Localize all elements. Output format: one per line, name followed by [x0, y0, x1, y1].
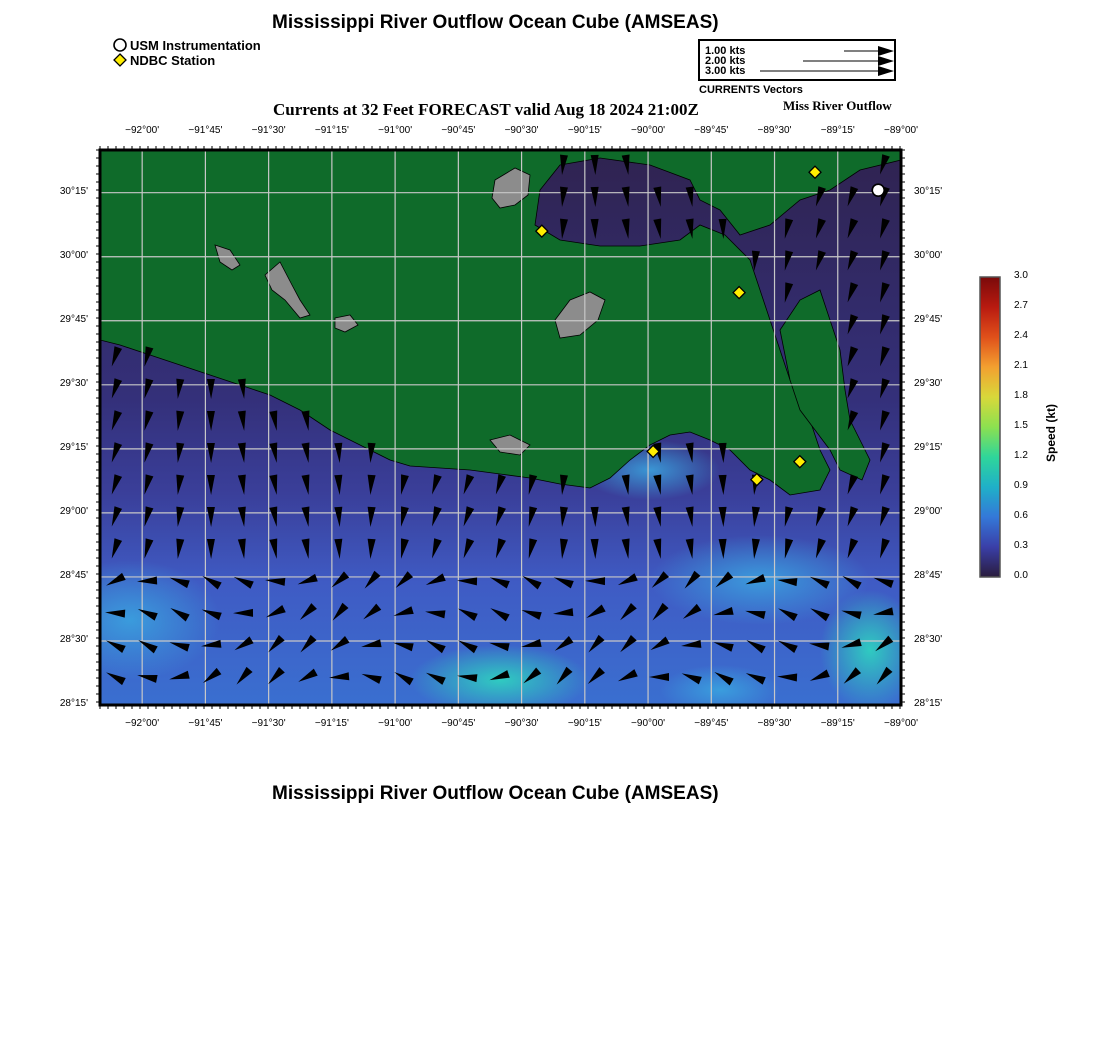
colorbar-tick-label: 0.3 — [1014, 540, 1028, 551]
lat-tick-label: 29°15' — [914, 441, 943, 453]
forecast-subtitle: Currents at 32 Feet FORECAST valid Aug 18 2024 21:00Z — [273, 100, 699, 119]
lon-tick-label: −91°30' — [251, 125, 286, 136]
lon-tick-label: −89°30' — [757, 125, 792, 136]
lat-tick-label: 29°30' — [59, 377, 88, 389]
lon-tick-label: −90°30' — [504, 718, 539, 729]
lon-tick-label: −89°00' — [884, 125, 918, 136]
lon-tick-label: −89°15' — [820, 125, 855, 136]
colorbar-tick-label: 1.2 — [1014, 450, 1028, 461]
lat-tick-label: 29°15' — [59, 441, 88, 453]
vector-scale-3: 3.00 kts — [705, 65, 746, 77]
region-label: Miss River Outflow — [783, 98, 892, 113]
lon-tick-label: −89°00' — [884, 718, 918, 729]
lat-tick-label: 30°15' — [914, 185, 943, 197]
colorbar-tick-label: 3.0 — [1014, 270, 1028, 281]
page-title-top: Mississippi River Outflow Ocean Cube (AMSEAS) — [272, 12, 719, 33]
lat-tick-label: 29°00' — [914, 505, 943, 517]
lon-tick-label: −91°45' — [188, 125, 223, 136]
lon-tick-label: −91°15' — [314, 125, 349, 136]
lat-tick-label: 30°00' — [914, 249, 943, 261]
lat-tick-label: 28°30' — [59, 633, 88, 645]
lon-tick-label: −90°15' — [567, 718, 602, 729]
legend-ndbc-label: NDBC Station — [130, 53, 216, 68]
colorbar-tick-label: 0.6 — [1014, 510, 1028, 521]
lat-tick-label: 28°45' — [914, 569, 943, 581]
lon-tick-label: −91°00' — [378, 125, 413, 136]
lon-tick-label: −90°30' — [504, 125, 539, 136]
colorbar-tick-label: 1.5 — [1014, 420, 1028, 431]
lon-tick-label: −89°45' — [694, 125, 729, 136]
lon-tick-label: −92°00' — [125, 125, 160, 136]
lon-tick-label: −91°30' — [251, 718, 286, 729]
lon-tick-label: −89°15' — [820, 718, 855, 729]
lon-tick-label: −90°15' — [567, 125, 602, 136]
lon-tick-label: −89°30' — [757, 718, 792, 729]
colorbar-tick-label: 0.0 — [1014, 570, 1028, 581]
vector-scale-2: 2.00 kts — [705, 55, 746, 67]
lat-tick-label: 29°45' — [914, 313, 943, 325]
speed-colorbar — [978, 276, 1002, 578]
lon-tick-label: −90°45' — [441, 125, 476, 136]
lat-tick-label: 28°15' — [914, 698, 943, 709]
lat-tick-label: 28°15' — [59, 698, 88, 709]
colorbar-tick-label: 2.7 — [1014, 300, 1028, 311]
lon-tick-label: −91°15' — [314, 718, 349, 729]
lon-tick-label: −89°45' — [694, 718, 729, 729]
vector-scale-title: CURRENTS Vectors — [699, 84, 803, 96]
lat-tick-label: 29°30' — [914, 377, 943, 389]
lon-tick-label: −92°00' — [125, 718, 160, 729]
colorbar-tick-label: 2.1 — [1014, 360, 1028, 371]
lat-tick-label: 30°00' — [59, 249, 88, 261]
lon-tick-label: −90°00' — [631, 125, 666, 136]
lat-tick-label: 29°45' — [59, 313, 88, 325]
usm-station-marker[interactable] — [872, 184, 884, 196]
colorbar-tick-label: 2.4 — [1014, 330, 1028, 341]
lat-tick-label: 29°00' — [59, 505, 88, 517]
colorbar-tick-label: 1.8 — [1014, 390, 1028, 401]
lat-tick-label: 30°15' — [59, 185, 88, 197]
lon-tick-label: −91°45' — [188, 718, 223, 729]
page-title-bottom: Mississippi River Outflow Ocean Cube (AMSEAS) — [272, 783, 719, 804]
lon-tick-label: −90°45' — [441, 718, 476, 729]
legend-usm-label: USM Instrumentation — [130, 38, 261, 53]
lon-tick-label: −91°00' — [378, 718, 413, 729]
lat-tick-label: 28°30' — [914, 633, 943, 645]
lat-tick-label: 28°45' — [59, 569, 88, 581]
lon-tick-label: −90°00' — [631, 718, 666, 729]
vector-scale-1: 1.00 kts — [705, 45, 746, 57]
colorbar-title: Speed (kt) — [1044, 403, 1058, 462]
colorbar-tick-label: 0.9 — [1014, 480, 1028, 491]
